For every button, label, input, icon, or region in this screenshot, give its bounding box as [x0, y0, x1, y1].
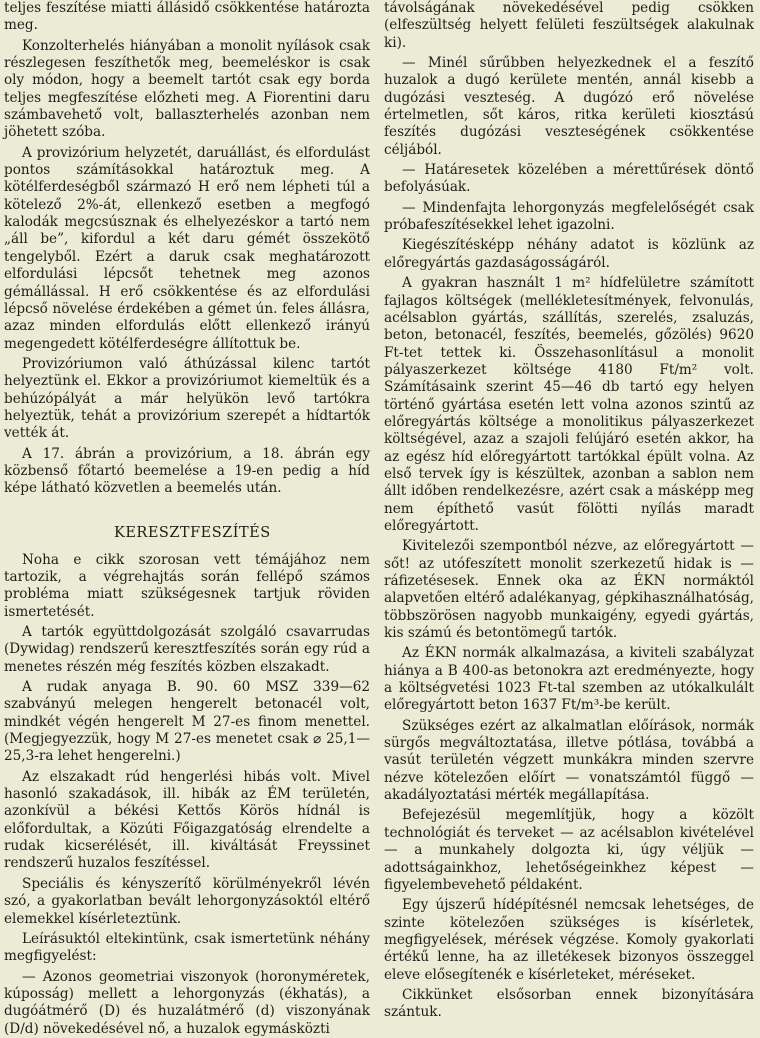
paragraph: Speciális és kényszerítő körülményekről lévén szó, a gyakorlatban bevált lehorgonyzásoktól eltérő elemekkel kísérleteztünk. [4, 875, 370, 927]
left-column [4, 0, 370, 1038]
paragraph: Egy újszerű hídépítésnél nemcsak lehetséges, de szinte kötelezően szükséges is kísérletek, megfigyelések, mérések végzése. Komoly gyakorlati értékű lenne, ha az illetékesek bizonyos összeggel eleve elősegítenék e kísérleteket, méréseket. [384, 897, 754, 983]
paragraph: távolságának növekedésével pedig csökken (elfeszültség helyett felületi feszültségek alakulnak ki). [384, 0, 754, 51]
left-paragraphs-before-heading [4, 0, 370, 498]
paragraph: A gyakran használt 1 m² hídfelületre számított fajlagos költségek (mellékletesítmények, felvonulás, acélsablon gyártás, szállítás, szerelés, zsaluzás, beton, betonacél, feszítés, beemelés, gőzölés) 9620 Ft-tet tettek ki. Összehasonlításul a monolit pályaszerkezet költsége 4180 Ft/m² volt. Számításaink szerint 45—46 db tartó egy helyen történő gyártása esetén lett volna azonos szintű az előregyártás költsége a monolitikus pályaszerkezet költségével, azaz a szajoli felújáró esetén akkor, ha az egész híd előregyártott tartókkal épült volna. Az első tervek így is készültek, azonban a sablon nem állt időben rendelkezésre, azért csak a másképp meg nem építhető vasút fölötti nyílás maradt előregyártott. [384, 275, 754, 534]
paragraph: Leírásuktól eltekintünk, csak ismertetünk néhány megfigyelést: [4, 930, 370, 965]
paragraph: — Mindenfajta lehorgonyzás megfelelőségét csak próbafeszítésekkel lehet igazolni. [384, 199, 754, 234]
right-paragraphs [384, 0, 754, 1022]
section-heading: KERESZTFESZÍTÉS [114, 524, 271, 541]
paragraph: — Határesetek közelében a mérettűrések döntő befolyásúak. [384, 162, 754, 196]
paragraph: Szükséges ezért az alkalmatlan előírások, normák sürgős megváltoztatása, illetve pótlása, továbbá a vasút területén végzett munkákra minden szervre nézve kötelezően előírt — vonatszámtól függő — akadályoztatási mérték megállapítása. [384, 717, 754, 804]
paragraph: A tartók együttdolgozását szolgáló csavarrudas (Dywidag) rendszerű keresztfeszítés során egy rúd a menetes részén még feszítés közben elszakadt. [4, 624, 370, 675]
paragraph: Noha e cikk szorosan vett témájához nem tartozik, a végrehajtás során fellépő számos probléma miatt szükségesnek tartjuk röviden ismertetését. [4, 551, 370, 620]
paragraph: — Minél sűrűbben helyezkednek el a feszítő huzalok a dugó kerülete mentén, annál kisebb a dugózási veszteség. A dugózó erő növelése értelmetlen, sőt káros, ritka kerületi kiosztású feszítés dugózási veszteségének csökkentése céljából. [384, 55, 754, 158]
paragraph: — Azonos geometriai viszonyok (horonyméretek, kúposság) mellett a lehorgonyzás (ékhatás), a dugóátmérő (D) és huzalátmérő (d) viszonyának (D/d) növekedésével nő, a huzalok egymásközti [4, 968, 370, 1037]
paragraph: Provizóriumon való áthúzással kilenc tartót helyeztünk el. Ekkor a provizóriumot kiemeltük és a behúzópályát a már helyükön levő tartókra helyeztük, tehát a provizórium szerepét a hídtartók vették át. [4, 355, 370, 442]
paragraph: teljes feszítése miatti állásidő csökkentése határozta meg. [4, 0, 370, 34]
paragraph: A provizórium helyzetét, daruállást, és elfordulást pontos számításokkal határoztuk meg. A kötélferdeségből származó H erő nem lépheti túl a kötelező 2%-át, ellenkező esetben a megfogó kalodák megcsúsznak és elhelyezéskor a tartó nem „áll be”, kifordul a két daru gémét összekötő tengelyből. Ezért a daruk csak meghatározott elfordulási lépcsőt tehetnek meg azonos gémállással. H erő csökkentése és az elfordulási lépcső növelése érdekében a gémet ún. feles állásra, azaz minden elfordulás előtt ellenkező irányú megengedett kötélferdeségre állítottuk be. [4, 144, 370, 352]
paragraph: Kivitelezői szempontból nézve, az előregyártott — sőt! az utófeszített monolit szerkezetű hidak is — ráfizetésesek. Ennek oka az ÉKN normáktól alapvetően eltérő adalékanyag, gépkihasználhatóság, többszörösen nagyobb munkaigény, egyedi gyártás, kis számú és betontömegű tartók. [384, 538, 754, 642]
paragraph: A rudak anyaga B. 90. 60 MSZ 339—62 szabványú melegen hengerelt betonacél volt, mindkét végén hengerelt M 27-es finom menettel. (Megjegyezzük, hogy M 27-es menetet csak ⌀ 25,1—25,3-ra lehet hengerelni.) [4, 679, 370, 765]
left-paragraphs-after-heading [4, 552, 370, 1038]
paragraph: Az elszakadt rúd hengerlési hibás volt. Mivel hasonló szakadások, ill. hibák az ÉM területén, azonkívül a békési Kettős Körös hídnál is előfordultak, a Közúti Főigazgatóság elrendelte a rudak kicserélését, ill. kiváltását Freyssinet rendszerű huzalos feszítéssel. [4, 768, 370, 872]
paragraph: Cikkünket elsősorban ennek bizonyítására szántuk. [384, 986, 754, 1021]
paragraph: Az ÉKN normák alkalmazása, a kiviteli szabályzat hiánya a B 400-as betonokra azt eredményezte, hogy a költségvetési 1023 Ft-tal szemben az utókalkulált előregyártott beton 1637 Ft/m³-be került. [384, 645, 754, 714]
paragraph: Konzolterhelés hiányában a monolit nyílások csak részlegesen feszíthetők meg, beemeléskor is csak oly módon, hogy a beemelt tartót csak egy borda teljes megfeszítése előzheti meg. A Fiorentini daru számbavehető volt, ballaszterhelés azonban nem jöhetett szóba. [4, 37, 370, 141]
paragraph: Befejezésül megemlítjük, hogy a közölt technológiát és terveket — az acélsablon kivételével — a munkahely dolgozta ki, úgy véljük — adottságainkhoz, lehetőségeinkhez képest — figyelembevehető példaként. [384, 807, 754, 893]
right-column [384, 0, 754, 1022]
paragraph: A 17. ábrán a provizórium, a 18. ábrán egy közbenső főtartó beemelése a 19-en pedig a híd képe látható közvetlen a beemelés után. [4, 445, 370, 497]
paragraph: Kiegészítésképp néhány adatot is közlünk az előregyártás gazdaságosságáról. [384, 237, 754, 271]
